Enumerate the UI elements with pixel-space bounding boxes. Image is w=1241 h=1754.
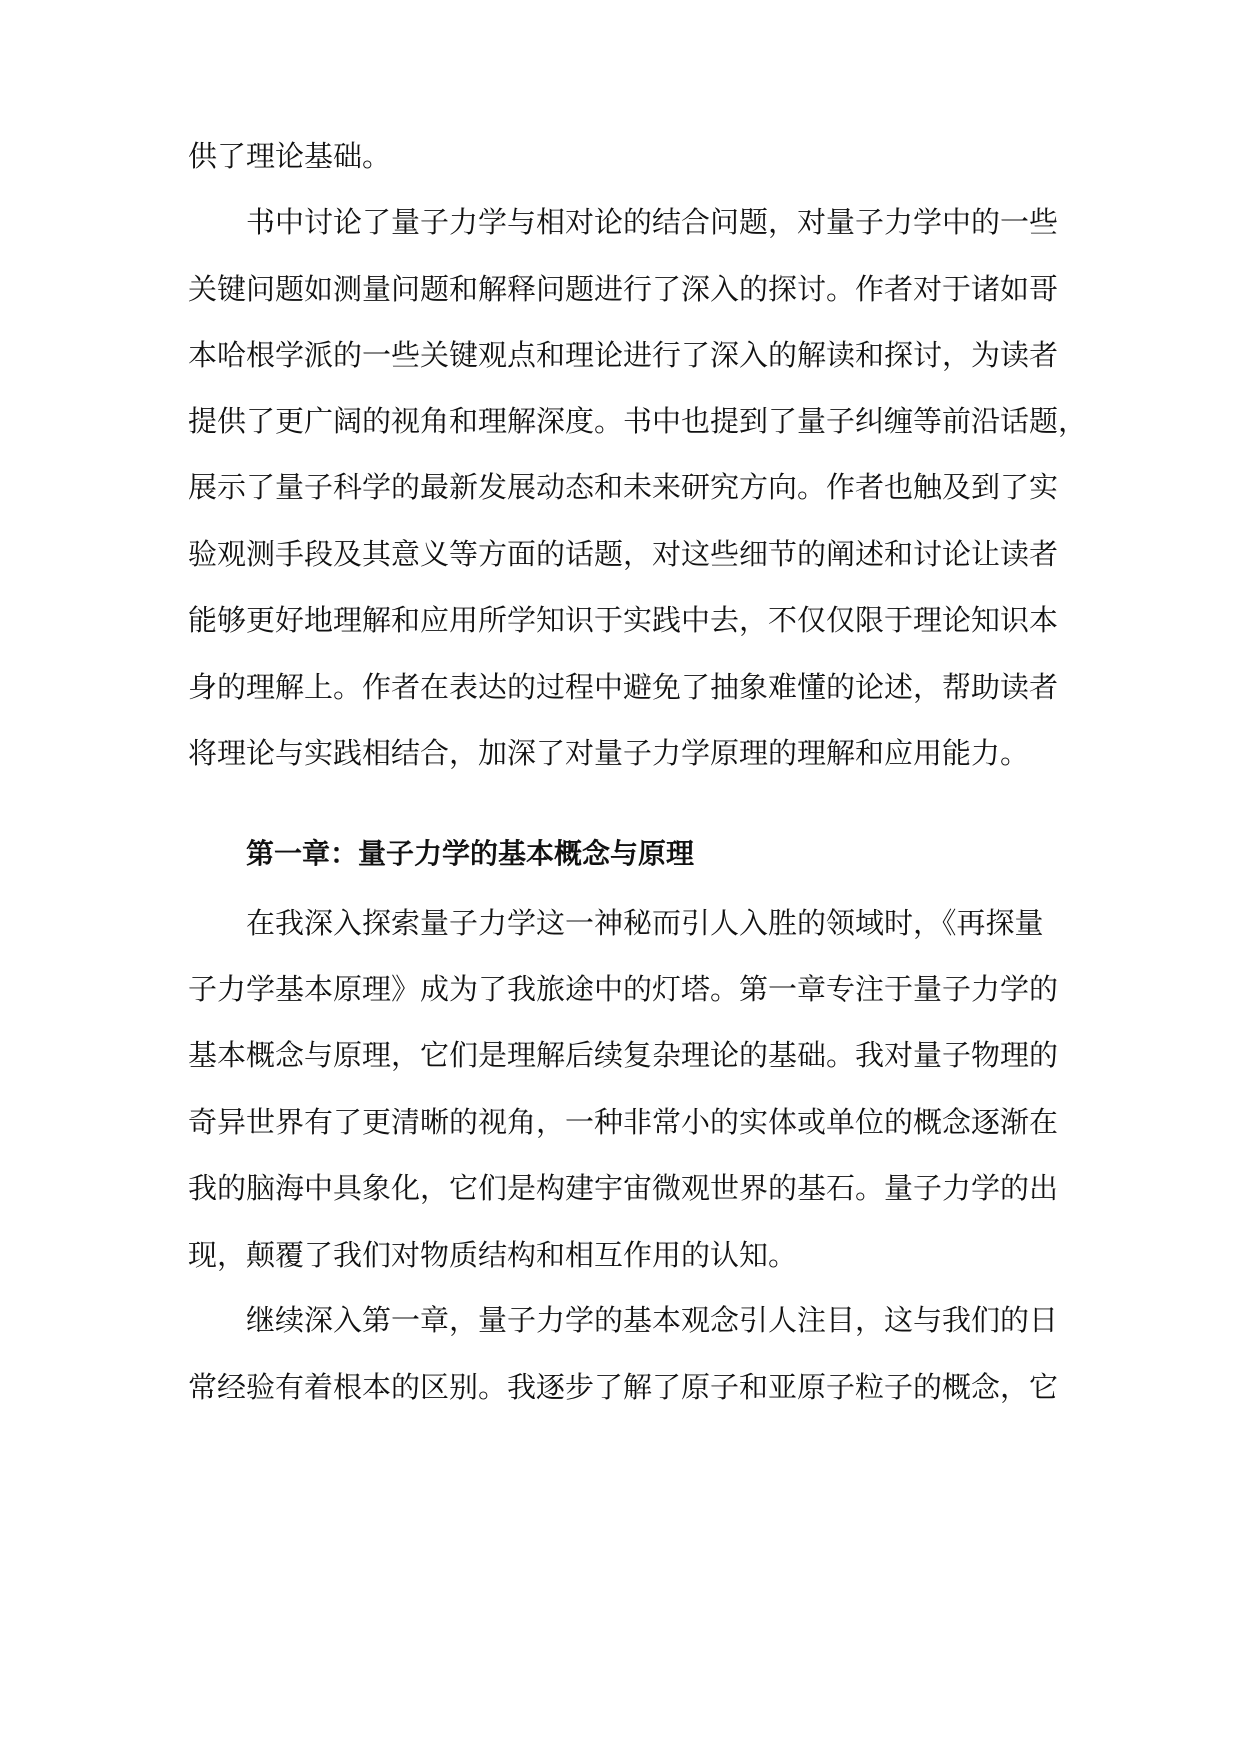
paragraph-first-line: 继续深入第一章，量子力学的基本观念引人注目，这与我们的日: [246, 1303, 1059, 1337]
text-line: 奇异世界有了更清晰的视角，一种非常小的实体或单位的概念逐渐在: [188, 1105, 1059, 1139]
text-line: 子力学基本原理》成为了我旅途中的灯塔。第一章专注于量子力学的: [188, 972, 1059, 1006]
chapter-heading: 第一章：量子力学的基本概念与原理: [246, 837, 695, 870]
paragraph-first-line: 在我深入探索量子力学这一神秘而引人入胜的领域时，《再探量: [246, 906, 1044, 940]
paragraph-first-line: 书中讨论了量子力学与相对论的结合问题，对量子力学中的一些: [246, 205, 1059, 239]
text-line: 基本概念与原理，它们是理解后续复杂理论的基础。我对量子物理的: [188, 1038, 1059, 1072]
text-line: 现，颠覆了我们对物质结构和相互作用的认知。: [188, 1238, 798, 1272]
text-line: 提供了更广阔的视角和理解深度。书中也提到了量子纠缠等前沿话题，: [188, 404, 1088, 438]
text-line: 将理论与实践相结合，加深了对量子力学原理的理解和应用能力。: [188, 736, 1030, 770]
text-line: 供了理论基础。: [188, 139, 392, 173]
text-line: 身的理解上。作者在表达的过程中避免了抽象难懂的论述，帮助读者: [188, 670, 1059, 704]
text-line: 常经验有着根本的区别。我逐步了解了原子和亚原子粒子的概念，它: [188, 1370, 1059, 1404]
text-line: 本哈根学派的一些关键观点和理论进行了深入的解读和探讨，为读者: [188, 338, 1059, 372]
text-line: 能够更好地理解和应用所学知识于实践中去，不仅仅限于理论知识本: [188, 603, 1059, 637]
text-line: 我的脑海中具象化，它们是构建宇宙微观世界的基石。量子力学的出: [188, 1171, 1059, 1205]
text-line: 展示了量子科学的最新发展动态和未来研究方向。作者也触及到了实: [188, 470, 1059, 504]
text-line: 验观测手段及其意义等方面的话题，对这些细节的阐述和讨论让读者: [188, 537, 1059, 571]
text-line: 关键问题如测量问题和解释问题进行了深入的探讨。作者对于诸如哥: [188, 272, 1059, 306]
